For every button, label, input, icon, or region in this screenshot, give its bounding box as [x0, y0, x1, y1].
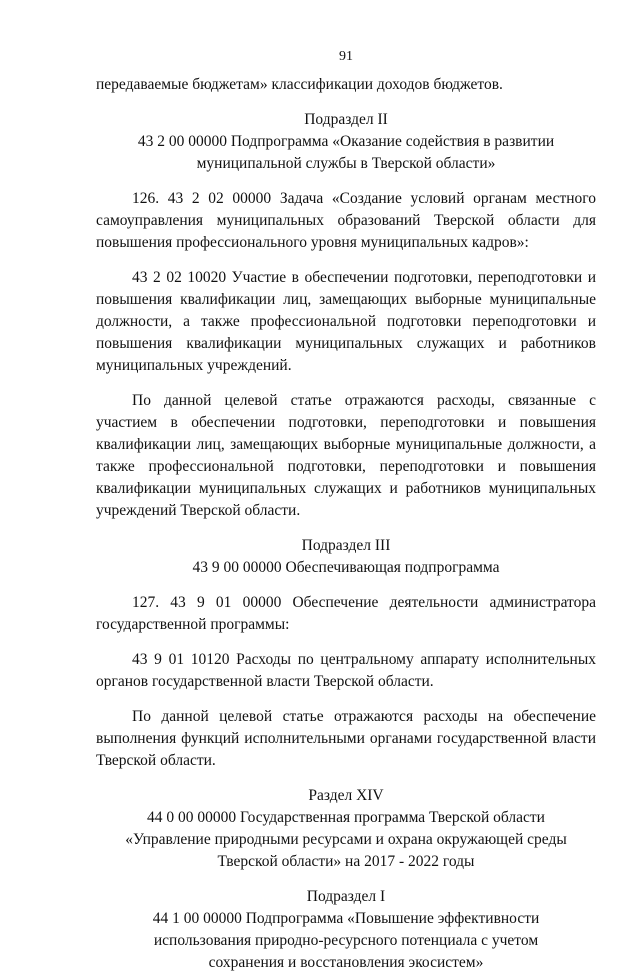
paragraph-continuation: передаваемые бюджетам» классификации доходов бюджетов.	[96, 76, 503, 93]
heading-line: «Управление природными ресурсами и охрана окружающей среды	[125, 831, 567, 848]
page-number: 91	[339, 49, 353, 64]
heading-line: 43 9 00 00000 Обеспечивающая подпрограмма	[192, 559, 500, 576]
paragraph-expense-description: По данной целевой статье отражаются расходы, связанные с участием в обеспечении подготовки, переподготовки и повышения квалификации лиц, замещающих выборные муниципальные должности, а также профессиональной подготовки, переподготовки и повышения квалификации муниципальных служащих и работников муниципальных учреждений Тверской области.	[96, 392, 596, 519]
heading-line: 43 2 00 00000 Подпрограмма «Оказание содействия в развитии	[137, 133, 555, 150]
heading-line: муниципальной службы в Тверской области»	[196, 155, 496, 172]
heading-subsection-1	[96, 886, 596, 974]
heading-line: Тверской области» на 2017 - 2022 годы	[217, 853, 475, 870]
heading-line: Подраздел III	[301, 537, 391, 554]
heading-line: 44 0 00 00000 Государственная программа Тверской области	[147, 809, 545, 826]
heading-subsection-2	[96, 109, 596, 175]
heading-line: сохранения и восстановления экосистем»	[208, 954, 484, 971]
paragraph-task-127: 127. 43 9 01 00000 Обеспечение деятельности администратора государственной программы:	[96, 594, 596, 633]
heading-line: 44 1 00 00000 Подпрограмма «Повышение эффективности	[152, 910, 540, 927]
heading-line: Подраздел II	[304, 111, 388, 128]
heading-line: использования природно-ресурсного потенциала с учетом	[153, 932, 539, 949]
paragraph-article-43-9-01-10120: 43 9 01 10120 Расходы по центральному аппарату исполнительных органов государственной власти Тверской области.	[96, 651, 596, 690]
heading-subsection-3	[96, 535, 596, 579]
paragraph-task-126: 126. 43 2 02 00000 Задача «Создание условий органам местного самоуправления муниципальных образований Тверской области для повышения профессионального уровня муниципальных кадров»:	[96, 190, 596, 251]
page-content	[96, 48, 596, 974]
heading-section-14	[96, 785, 596, 873]
paragraph-expense-description-2: По данной целевой статье отражаются расходы на обеспечение выполнения функций исполнительными органами государственной власти Тверской области.	[96, 708, 596, 769]
heading-line: Раздел XIV	[308, 787, 384, 804]
heading-line: Подраздел I	[306, 888, 386, 905]
paragraph-article-43-2-02-10020: 43 2 02 10020 Участие в обеспечении подготовки, переподготовки и повышения квалификации лиц, замещающих выборные муниципальные должности, а также профессиональной подготовки переподготовки и повышения квалификации муниципальных служащих и работников муниципальных учреждений.	[96, 269, 596, 374]
